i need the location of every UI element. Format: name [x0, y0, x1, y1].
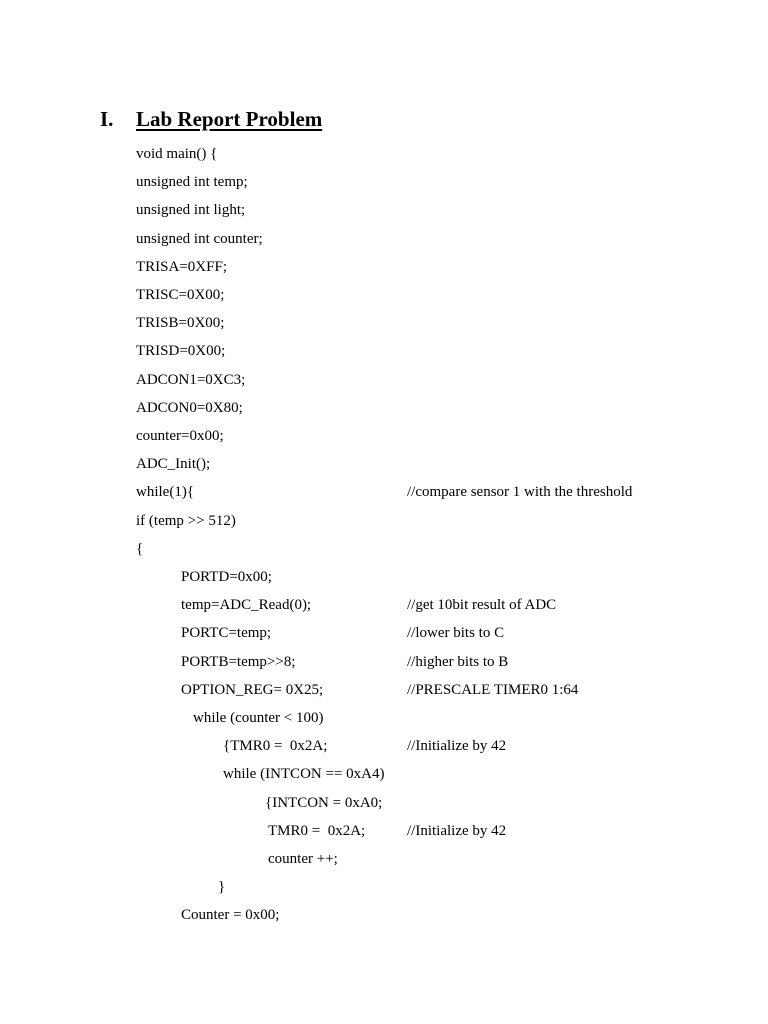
code-statement: temp=ADC_Read(0);	[181, 597, 312, 614]
code-statement: TRISC=0X00;	[136, 287, 225, 303]
code-line	[0, 256, 768, 278]
code-statement: TRISD=0X00;	[136, 343, 226, 360]
code-statement: PORTD=0x00;	[181, 569, 272, 585]
code-statement: while (INTCON == 0xA4)	[223, 766, 385, 783]
code-statement: TRISA=0XFF;	[136, 258, 227, 275]
code-line	[0, 651, 768, 673]
code-statement: while (counter < 100)	[193, 710, 324, 726]
code-statement: ADC_Init();	[136, 456, 211, 473]
code-line	[0, 481, 768, 503]
code-line	[0, 679, 768, 701]
code-statement: if (temp >> 512)	[136, 512, 236, 529]
code-comment: //PRESCALE TIMER0 1:64	[407, 681, 579, 698]
code-line	[0, 763, 768, 785]
code-line	[0, 820, 768, 842]
code-comment: //Initialize by 42	[407, 738, 507, 755]
code-comment: //get 10bit result of ADC	[407, 597, 557, 614]
code-comment: //compare sensor 1 with the threshold	[407, 484, 633, 501]
code-line	[0, 594, 768, 616]
code-line	[0, 510, 768, 532]
code-statement: TRISB=0X00;	[136, 315, 225, 332]
code-statement: counter=0x00;	[136, 428, 224, 444]
code-line	[0, 876, 768, 898]
code-statement: {INTCON = 0xA0;	[265, 794, 383, 811]
code-comment: //lower bits to C	[407, 625, 505, 642]
code-statement: PORTB=temp>>8;	[181, 653, 296, 670]
code-line	[0, 735, 768, 757]
section-title: Lab Report Problem	[136, 107, 323, 131]
code-line	[0, 425, 768, 447]
code-line	[0, 904, 768, 926]
code-line	[0, 143, 768, 165]
code-statement: PORTC=temp;	[181, 625, 272, 642]
code-comment: //higher bits to B	[407, 653, 509, 670]
code-statement: TMR0 = 0x2A;	[268, 822, 366, 839]
code-statement: {TMR0 = 0x2A;	[223, 738, 328, 755]
code-statement: {	[136, 540, 144, 557]
code-line	[0, 707, 768, 729]
code-statement: OPTION_REG= 0X25;	[181, 681, 324, 698]
code-statement: unsigned int counter;	[136, 230, 263, 247]
code-statement: ADCON1=0XC3;	[136, 371, 246, 388]
code-statement: while(1){	[136, 484, 195, 501]
code-line	[0, 228, 768, 250]
code-statement: ADCON0=0X80;	[136, 399, 243, 416]
code-line	[0, 622, 768, 644]
code-line	[0, 566, 768, 588]
code-statement: void main() {	[136, 146, 218, 162]
code-line	[0, 453, 768, 475]
code-line	[0, 171, 768, 193]
code-line	[0, 397, 768, 419]
code-line	[0, 369, 768, 391]
code-line	[0, 312, 768, 334]
section-number: I.	[100, 107, 114, 131]
code-statement: unsigned int light;	[136, 202, 246, 219]
code-line	[0, 340, 768, 362]
code-comment: //Initialize by 42	[407, 822, 507, 839]
code-line	[0, 848, 768, 870]
code-line	[0, 199, 768, 221]
code-statement: unsigned int temp;	[136, 174, 248, 191]
code-line	[0, 792, 768, 814]
code-statement: counter ++;	[268, 851, 338, 867]
code-line	[0, 284, 768, 306]
code-line	[0, 538, 768, 560]
code-statement: }	[218, 879, 226, 896]
code-statement: Counter = 0x00;	[181, 907, 280, 924]
